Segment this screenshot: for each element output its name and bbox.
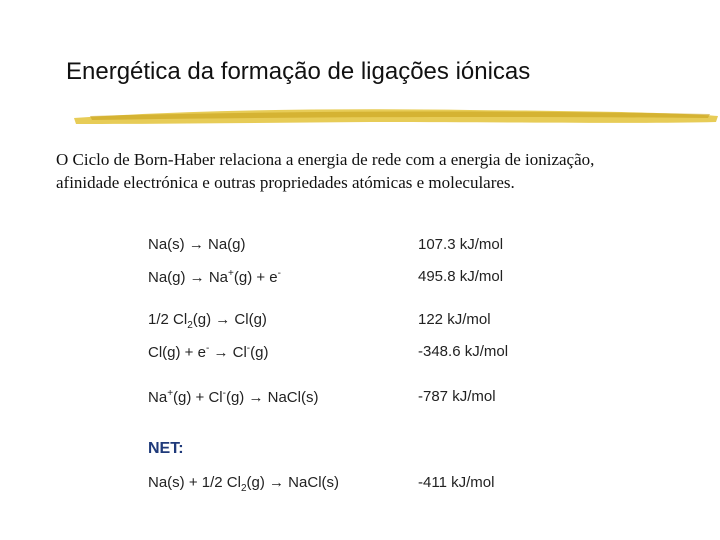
- step-value: 495.8 kJ/mol: [418, 268, 504, 285]
- step-equation: Na+(g) + Cl-(g) → NaCl(s): [148, 388, 319, 406]
- title-underline-brushstroke: [70, 102, 720, 132]
- step-equation: Cl(g) + e- → Cl-(g): [148, 343, 269, 361]
- net-value: -411 kJ/mol: [418, 474, 495, 491]
- net-label: NET:: [148, 440, 184, 457]
- slide-title: Energética da formação de ligações iónicas: [66, 58, 531, 85]
- step-value: -787 kJ/mol: [418, 388, 496, 405]
- step-value: 107.3 kJ/mol: [418, 236, 504, 253]
- step-equation: Na(g) → Na+(g) + e-: [148, 268, 281, 286]
- step-equation: 1/2 $Cl_2(g) \to Cl(g)$: [148, 311, 267, 331]
- step-equation: Na(s) → Na(g): [148, 236, 246, 253]
- step-value: -348.6 kJ/mol: [418, 343, 509, 360]
- intro-paragraph: O Ciclo de Born-Haber relaciona a energia de rede com a energia de ionização, afinidade electrónica e outras propriedades atómicas e moleculares.: [56, 150, 595, 192]
- step-value: 122 kJ/mol: [418, 311, 491, 328]
- net-equation: Na(s) + 1/2 $Cl_2(g)$ → NaCl(s): [148, 474, 340, 494]
